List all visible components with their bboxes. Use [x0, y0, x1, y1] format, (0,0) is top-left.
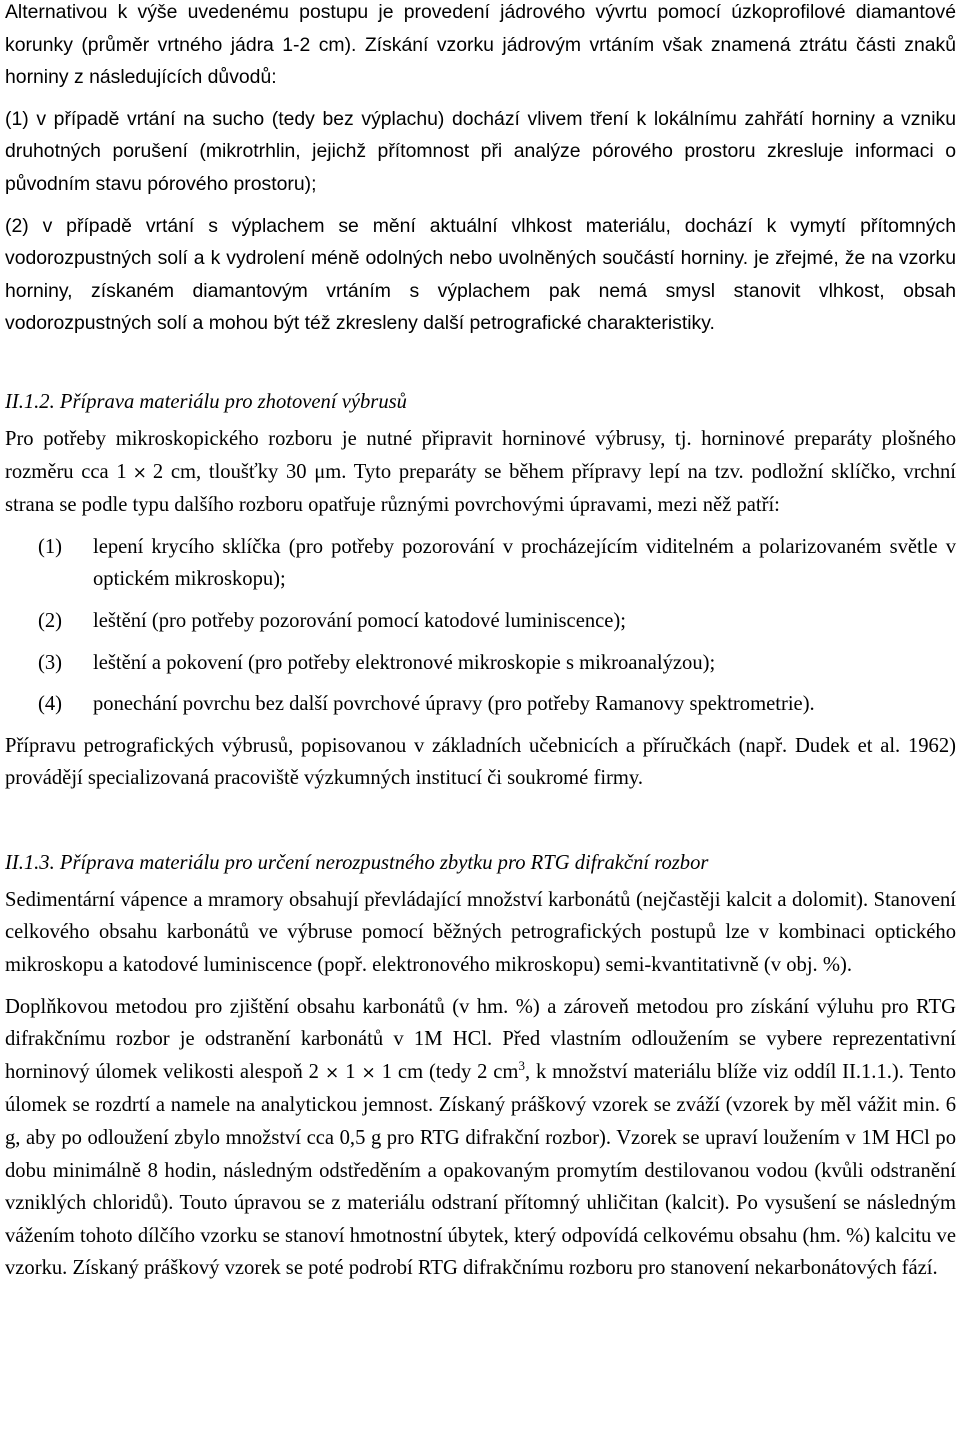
intro-paragraph-2: (1) v případě vrtání na sucho (tedy bez výplachu) dochází vlivem tření k lokálnímu zahřátí horniny a vzniku druhotných porušení (mikrotrhlin, jejichž přítomnost při analýze pórového prostoru zkresluje informaci o původním stavu pórového prostoru);	[5, 107, 956, 195]
intro-paragraph-1: Alternativou k výše uvedenému postupu je provedení jádrového vývrtu pomocí úzkoprofilové diamantové korunky (průměr vrtného jádra 1-2 cm). Získání vzorku jádrovým vrtáním však znamená ztrátu části znaků horniny z následujících důvodů:	[5, 1, 956, 89]
times-symbol: ×	[324, 1062, 340, 1083]
section-113-paragraph-1: Sedimentární vápence a mramory obsahují převládající množství karbonátů (nejčastěji kalcit a dolomit). Stanovení celkového obsahu karbonátů ve výbruse pomocí běžných petrografických postupů lze v kombinaci optického mikroskopu a katodové luminiscence (popř. elektronového mikroskopu) semi-kvantitativně (v obj. %).	[5, 888, 956, 977]
text-run: 2 cm, tloušťky 30 μm. Tyto preparáty se během přípravy lepí na tzv. podložní sklíčko, vrchní strana se podle typu dalšího rozboru opatřuje různými povrchovými úpravami, mezi něž patří:	[5, 460, 957, 517]
list-item-number: (2)	[38, 609, 63, 632]
section-heading-112	[5, 386, 956, 418]
list-item-text: leštění a pokovení (pro potřeby elektronové mikroskopie s mikroanalýzou);	[93, 651, 716, 674]
list-item-text: leštění (pro potřeby pozorování pomocí katodové luminiscence);	[93, 609, 626, 632]
section-number: II.1.3.	[5, 851, 55, 874]
superscript: 3	[518, 1057, 525, 1073]
intro-paragraph-3: (2) v případě vrtání s výplachem se mění aktuální vlhkost materiálu, dochází k vymytí přítomných vodorozpustných solí a k vydrolení méně odolných nebo uvolněných součástí horniny. je zřejmé, že na vzorku horniny, získaném diamantovým vrtáním s výplachem pak nemá smysl stanovit vlhkost, obsah vodorozpustných solí a mohou být též zkresleny další petrografické charakteristiky.	[5, 214, 956, 335]
list-item-text: ponechání povrchu bez další povrchové úpravy (pro potřeby Ramanovy spektrometrie).	[93, 693, 815, 716]
text-run: Doplňkovou metodou pro zjištění obsahu karbonátů (v hm. %) a zároveň metodou pro získání výluhu pro RTG difrakčnímu rozbor je odstranění karbonátů v 1M HCl. Před vlastním odloužením se vybere reprezentativní horninový úlomek velikosti alespoň 2	[5, 995, 956, 1083]
section-113-paragraph-2	[5, 991, 956, 1285]
text-run: 1 cm (tedy 2 cm	[381, 1060, 519, 1083]
section-112-paragraph-2: Přípravu petrografických výbrusů, popisovanou v základních učebnicích a příručkách (např. Dudek et al. 1962) provádějí specializovaná pracoviště výzkumných institucí či soukromé firmy.	[5, 734, 956, 790]
section-112-paragraph-1	[5, 423, 956, 522]
section-number: II.1.2.	[5, 390, 55, 413]
list-item-number: (4)	[38, 693, 63, 716]
section-title: Příprava materiálu pro určení nerozpustného zbytku pro RTG difrakční rozbor	[59, 851, 709, 874]
list-item	[5, 688, 956, 721]
text-run: Pro potřeby mikroskopického rozboru je nutné připravit horninové výbrusy, tj. horninové preparáty plošného rozměru cca 1	[5, 427, 956, 483]
surface-treatment-list	[5, 531, 956, 721]
text-run: 1	[345, 1060, 356, 1083]
times-symbol: ×	[132, 462, 147, 483]
list-item-text: lepení krycího sklíčka (pro potřeby pozorování v procházejícím viditelném a polarizovaném světle v optickém mikroskopu);	[93, 535, 956, 591]
list-item	[5, 605, 956, 638]
list-item	[5, 647, 956, 680]
times-symbol: ×	[361, 1062, 376, 1083]
list-item-number: (3)	[38, 651, 63, 674]
section-heading-113	[5, 847, 956, 879]
list-item-number: (1)	[38, 535, 63, 558]
list-item	[5, 531, 956, 596]
text-run: , k množství materiálu blíže viz oddíl II.1.1.). Tento úlomek se rozdrtí a namele na analytickou jemnost. Získaný práškový vzorek se zváží (vzorek by měl vážit min. 6 g, aby po odloužení zbylo množství cca 0,5 g pro RTG difrakční rozbor). Vzorek se upraví loužením v 1M HCl po dobu minimálně 8 hodin, následným odstředěním a opakovaným promytím destilovanou vodou (kvůli odstranění vzniklých chloridů). Touto úpravou se z materiálu odstraní přítomný uhličitan (kalcit). Po vysušení se následným vážením tohoto dílčího vzorku se stanoví hmotnostní úbytek, který odpovídá celkovému obsahu (hm. %) kalcitu ve vzorku. Získaný práškový vzorek se poté podrobí RTG difrakčnímu rozboru pro stanovení nekarbonátových fází.	[5, 1060, 956, 1280]
section-title: Příprava materiálu pro zhotovení výbrusů	[59, 390, 407, 413]
